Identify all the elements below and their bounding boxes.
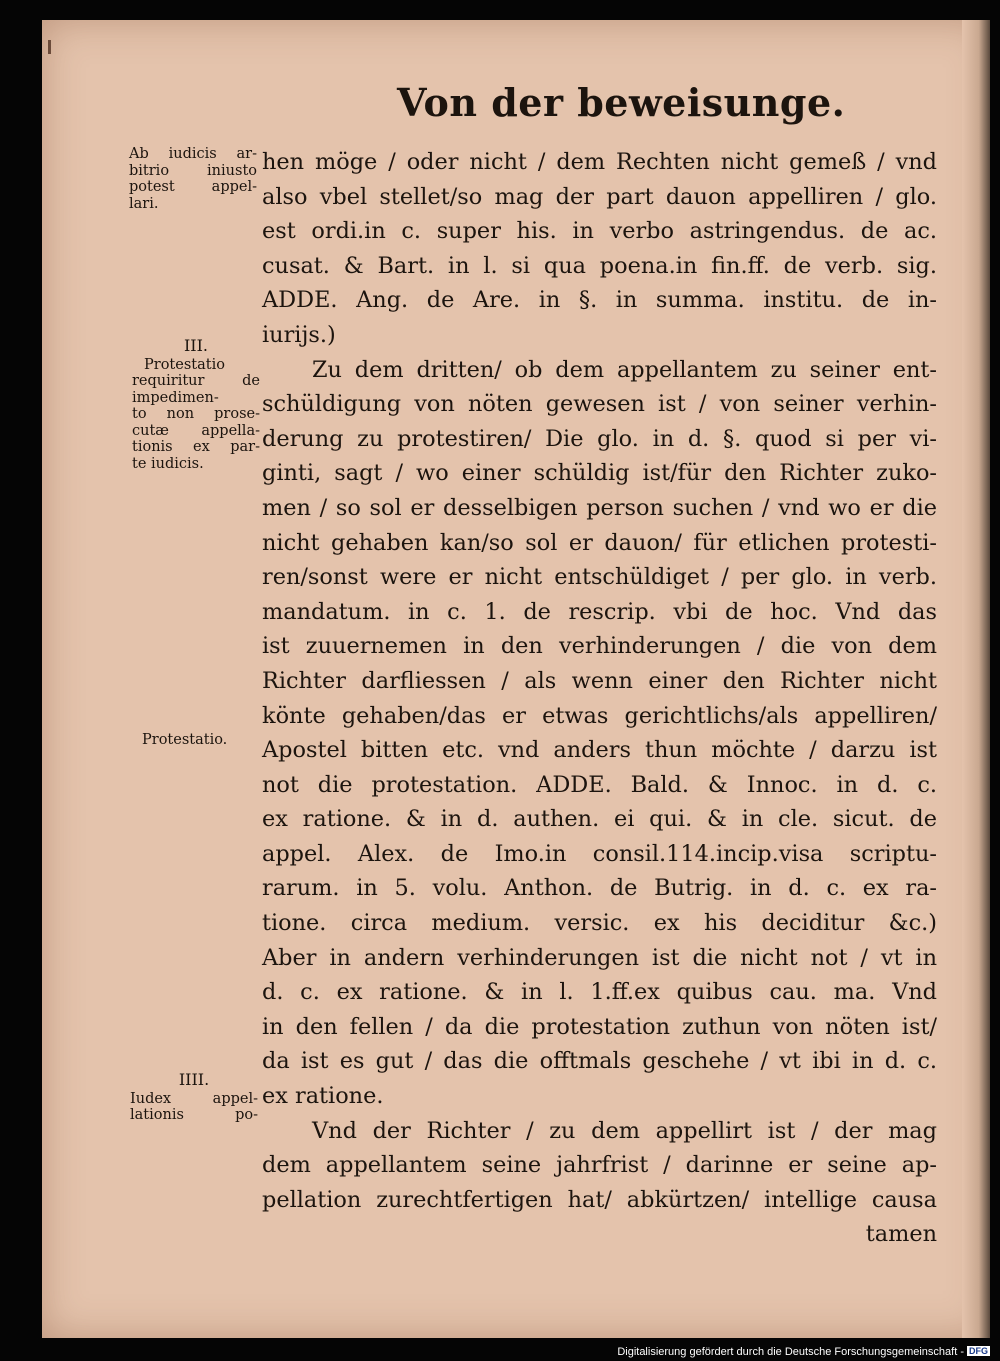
text-line: Vnd der Richter / zu dem appellirt ist / der mag bbox=[312, 1117, 937, 1144]
text-line: Aber in andern verhinderungen ist die nicht not / vt in bbox=[262, 944, 937, 971]
text-line: d. c. ex ratione. & in l. 1.ff.ex quibus cau. ma. Vnd bbox=[262, 979, 937, 1006]
text-line: also vbel stellet/so mag der part dauon appelliren / glo. bbox=[262, 183, 937, 210]
body-text bbox=[262, 145, 937, 1252]
digitization-footer bbox=[617, 1346, 990, 1358]
text-line: est ordi.in c. super his. in verbo astringendus. de ac. bbox=[262, 218, 937, 245]
margin-note-2 bbox=[132, 338, 260, 472]
text-line: ist zuuernemen in den verhinderungen / die von dem bbox=[262, 633, 937, 660]
text-line: schüldigung von nöten gewesen ist / von seiner verhin- bbox=[262, 391, 937, 418]
text-line: Apostel bitten etc. vnd anders thun möchte / darzu ist bbox=[262, 737, 937, 764]
text-line: iurijs.) bbox=[262, 321, 336, 348]
margin-note-line: Protestatio. bbox=[142, 732, 228, 748]
margin-note-line: lari. bbox=[129, 195, 159, 212]
text-line: rarum. in 5. volu. Anthon. de Butrig. in d. c. ex ra- bbox=[262, 875, 937, 902]
margin-note-line: III. bbox=[183, 336, 209, 355]
page-edge bbox=[962, 20, 990, 1338]
margin-note-line: IIII. bbox=[178, 1070, 210, 1089]
text-line: derung zu protestiren/ Die glo. in d. §. quod si per vi- bbox=[262, 425, 937, 452]
margin-note-line: to non prose- bbox=[132, 406, 260, 422]
margin-note-line: Protestatio bbox=[144, 356, 225, 373]
text-line: dem appellantem seine jahrfrist / darinne er seine ap- bbox=[262, 1152, 937, 1179]
catchword: tamen bbox=[865, 1221, 937, 1248]
margin-note-4 bbox=[130, 1072, 258, 1124]
margin-note-line: Iudex appel- bbox=[130, 1090, 258, 1107]
margin-note-3 bbox=[142, 732, 270, 749]
page-mark bbox=[48, 40, 51, 54]
margin-note-line: bitrio iniusto bbox=[129, 162, 257, 179]
text-line: ADDE. Ang. de Are. in §. in summa. institu. de in- bbox=[262, 287, 937, 314]
text-line: cusat. & Bart. in l. si qua poena.in fin.ff. de verb. sig. bbox=[262, 252, 937, 279]
text-line: in den fellen / da die protestation zuthun von nöten ist/ bbox=[262, 1013, 937, 1040]
running-head: Von der beweisunge. bbox=[397, 80, 846, 125]
text-line: mandatum. in c. 1. de rescrip. vbi de hoc. Vnd das bbox=[262, 598, 937, 625]
text-line: könte gehaben/das er etwas gerichtlichs/als appelliren/ bbox=[262, 702, 937, 729]
text-line: ginti, sagt / wo einer schüldig ist/für den Richter zuko- bbox=[262, 460, 937, 487]
dfg-logo: DFG bbox=[969, 1346, 988, 1356]
footer-text: Digitalisierung gefördert durch die Deutsche Forschungsgemeinschaft - bbox=[617, 1346, 964, 1358]
text-line: tione. circa medium. versic. ex his deciditur &c.) bbox=[262, 910, 937, 937]
text-line: da ist es gut / das die offtmals geschehe / vt ibi in d. c. bbox=[262, 1048, 937, 1075]
text-line: ex ratione. bbox=[262, 1083, 384, 1110]
text-line: Richter darfliessen / als wenn einer den Richter nicht bbox=[262, 667, 937, 694]
margin-note-line: potest appel- bbox=[129, 179, 257, 195]
margin-note-line: cutæ appella- bbox=[132, 422, 260, 439]
text-line: not die protestation. ADDE. Bald. & Innoc. in d. c. bbox=[262, 771, 937, 798]
margin-note-line: tionis ex par- bbox=[132, 439, 260, 455]
book-page bbox=[42, 20, 990, 1338]
margin-note-line: te iudicis. bbox=[132, 455, 204, 472]
text-line: nicht gehaben kan/so sol er dauon/ für etlichen protesti- bbox=[262, 529, 937, 556]
text-line: Zu dem dritten/ ob dem appellantem zu seiner ent- bbox=[312, 356, 937, 383]
margin-note-line: lationis po- bbox=[130, 1107, 258, 1123]
margin-note-line: requiritur de bbox=[132, 373, 260, 389]
margin-note-line: impedimen- bbox=[132, 389, 219, 406]
text-line: ex ratione. & in d. authen. ei qui. & in cle. sicut. de bbox=[262, 806, 937, 833]
margin-note-1 bbox=[129, 146, 257, 212]
text-line: ren/sonst were er nicht entschüldiget / per glo. in verb. bbox=[262, 564, 937, 591]
margin-note-line: Ab iudicis ar- bbox=[129, 146, 257, 162]
text-line: hen möge / oder nicht / dem Rechten nicht gemeß / vnd bbox=[262, 149, 937, 175]
text-line: pellation zurechtfertigen hat/ abkürtzen/ intellige causa bbox=[262, 1186, 937, 1213]
text-line: men / so sol er desselbigen person suchen / vnd wo er die bbox=[262, 494, 937, 521]
text-line: appel. Alex. de Imo.in consil.114.incip.visa scriptu- bbox=[262, 840, 937, 867]
